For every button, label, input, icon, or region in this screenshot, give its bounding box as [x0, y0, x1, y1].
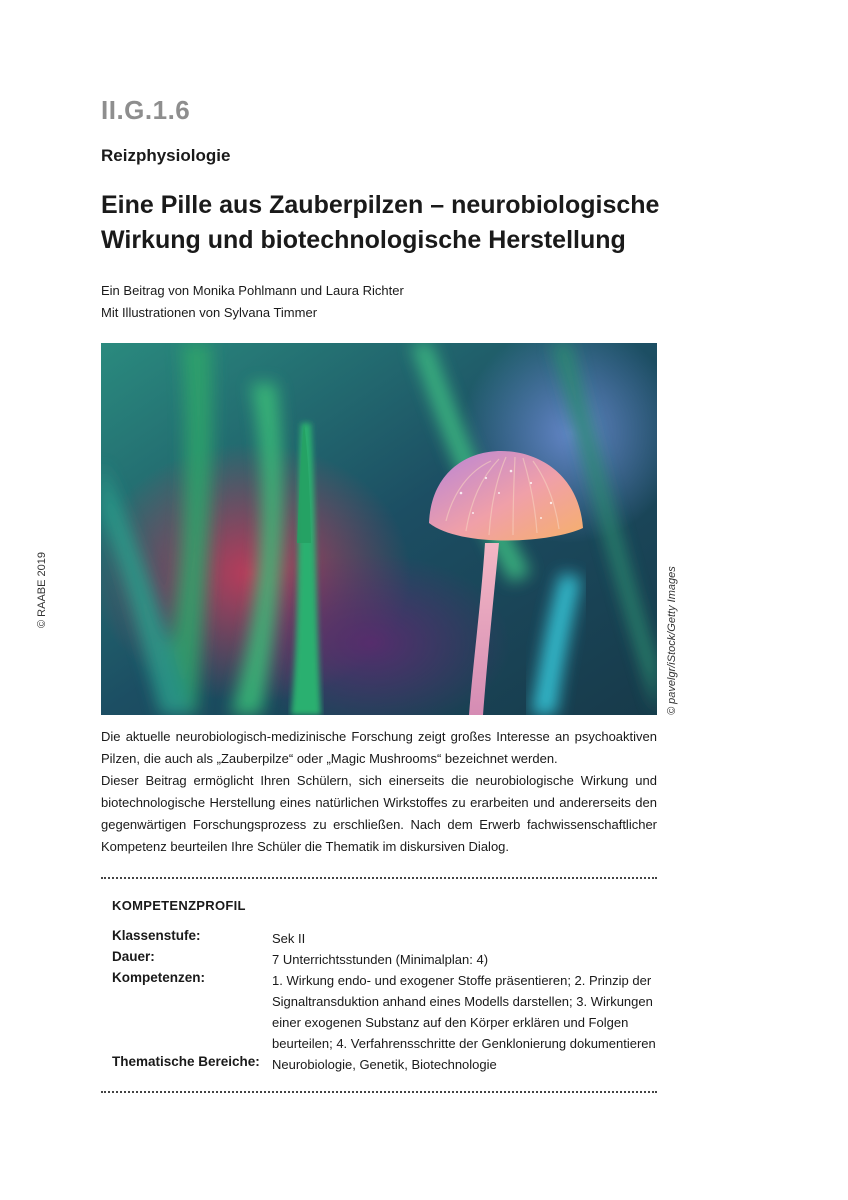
page-title: [101, 188, 701, 258]
copyright-note: © RAABE 2019: [36, 552, 48, 628]
profile-heading: KOMPETENZPROFIL: [112, 898, 246, 913]
photo-credit: © pavelgr/iStock/Getty Images: [666, 566, 678, 715]
title-line-1: Eine Pille aus Zauberpilzen – neurobiologische: [101, 191, 660, 219]
intro-paragraph-2: Dieser Beitrag ermöglicht Ihren Schülern, sich einerseits die neurobiologische Wirkung und biotechnologische Herstellung eines natürlichen Wirkstoffes zu erarbeiten und andererseits den gegenwärtigen Forschungsprozess zu erschließen. Nach dem Erwerb fachwissenschaftlicher Kompetenz beurteilen Ihre Schüler die Thematik im diskursiven Dialog.: [101, 773, 657, 854]
mushroom-photo: [101, 343, 657, 715]
profile-value: Sek II: [272, 931, 306, 946]
profile-label: Kompetenzen:: [112, 970, 206, 985]
profile-label: Dauer:: [112, 949, 155, 964]
divider-top: [101, 877, 657, 879]
divider-bottom: [101, 1091, 657, 1093]
profile-value: 7 Unterrichtsstunden (Minimalplan: 4): [272, 952, 489, 967]
intro-text: [101, 726, 657, 858]
subject-heading: Reizphysiologie: [101, 146, 231, 165]
profile-label: Thematische Bereiche:: [112, 1054, 260, 1069]
authors: [101, 280, 404, 324]
section-code: II.G.1.6: [101, 95, 191, 125]
authors-line: Ein Beitrag von Monika Pohlmann und Laura Richter: [101, 283, 404, 298]
profile-value: Neurobiologie, Genetik, Biotechnologie: [272, 1057, 497, 1072]
profile-value: 1. Wirkung endo- und exogener Stoffe präsentieren; 2. Prinzip der Signaltransduktion anhand eines Modells darstellen; 3. Wirkungen einer exogenen Substanz auf den Körper erklären und Folgen beurteilen; 4. Verfahrensschritte der Genklonierung dokumentieren: [272, 973, 656, 1051]
intro-paragraph-1: Die aktuelle neurobiologisch-medizinische Forschung zeigt großes Interesse an psychoaktiven Pilzen, die auch als „Zauberpilze“ oder „Magic Mushrooms“ bezeichnet werden.: [101, 729, 657, 766]
profile-label: Klassenstufe:: [112, 928, 201, 943]
illustrator-line: Mit Illustrationen von Sylvana Timmer: [101, 305, 318, 320]
title-line-2: Wirkung und biotechnologische Herstellung: [101, 226, 626, 254]
